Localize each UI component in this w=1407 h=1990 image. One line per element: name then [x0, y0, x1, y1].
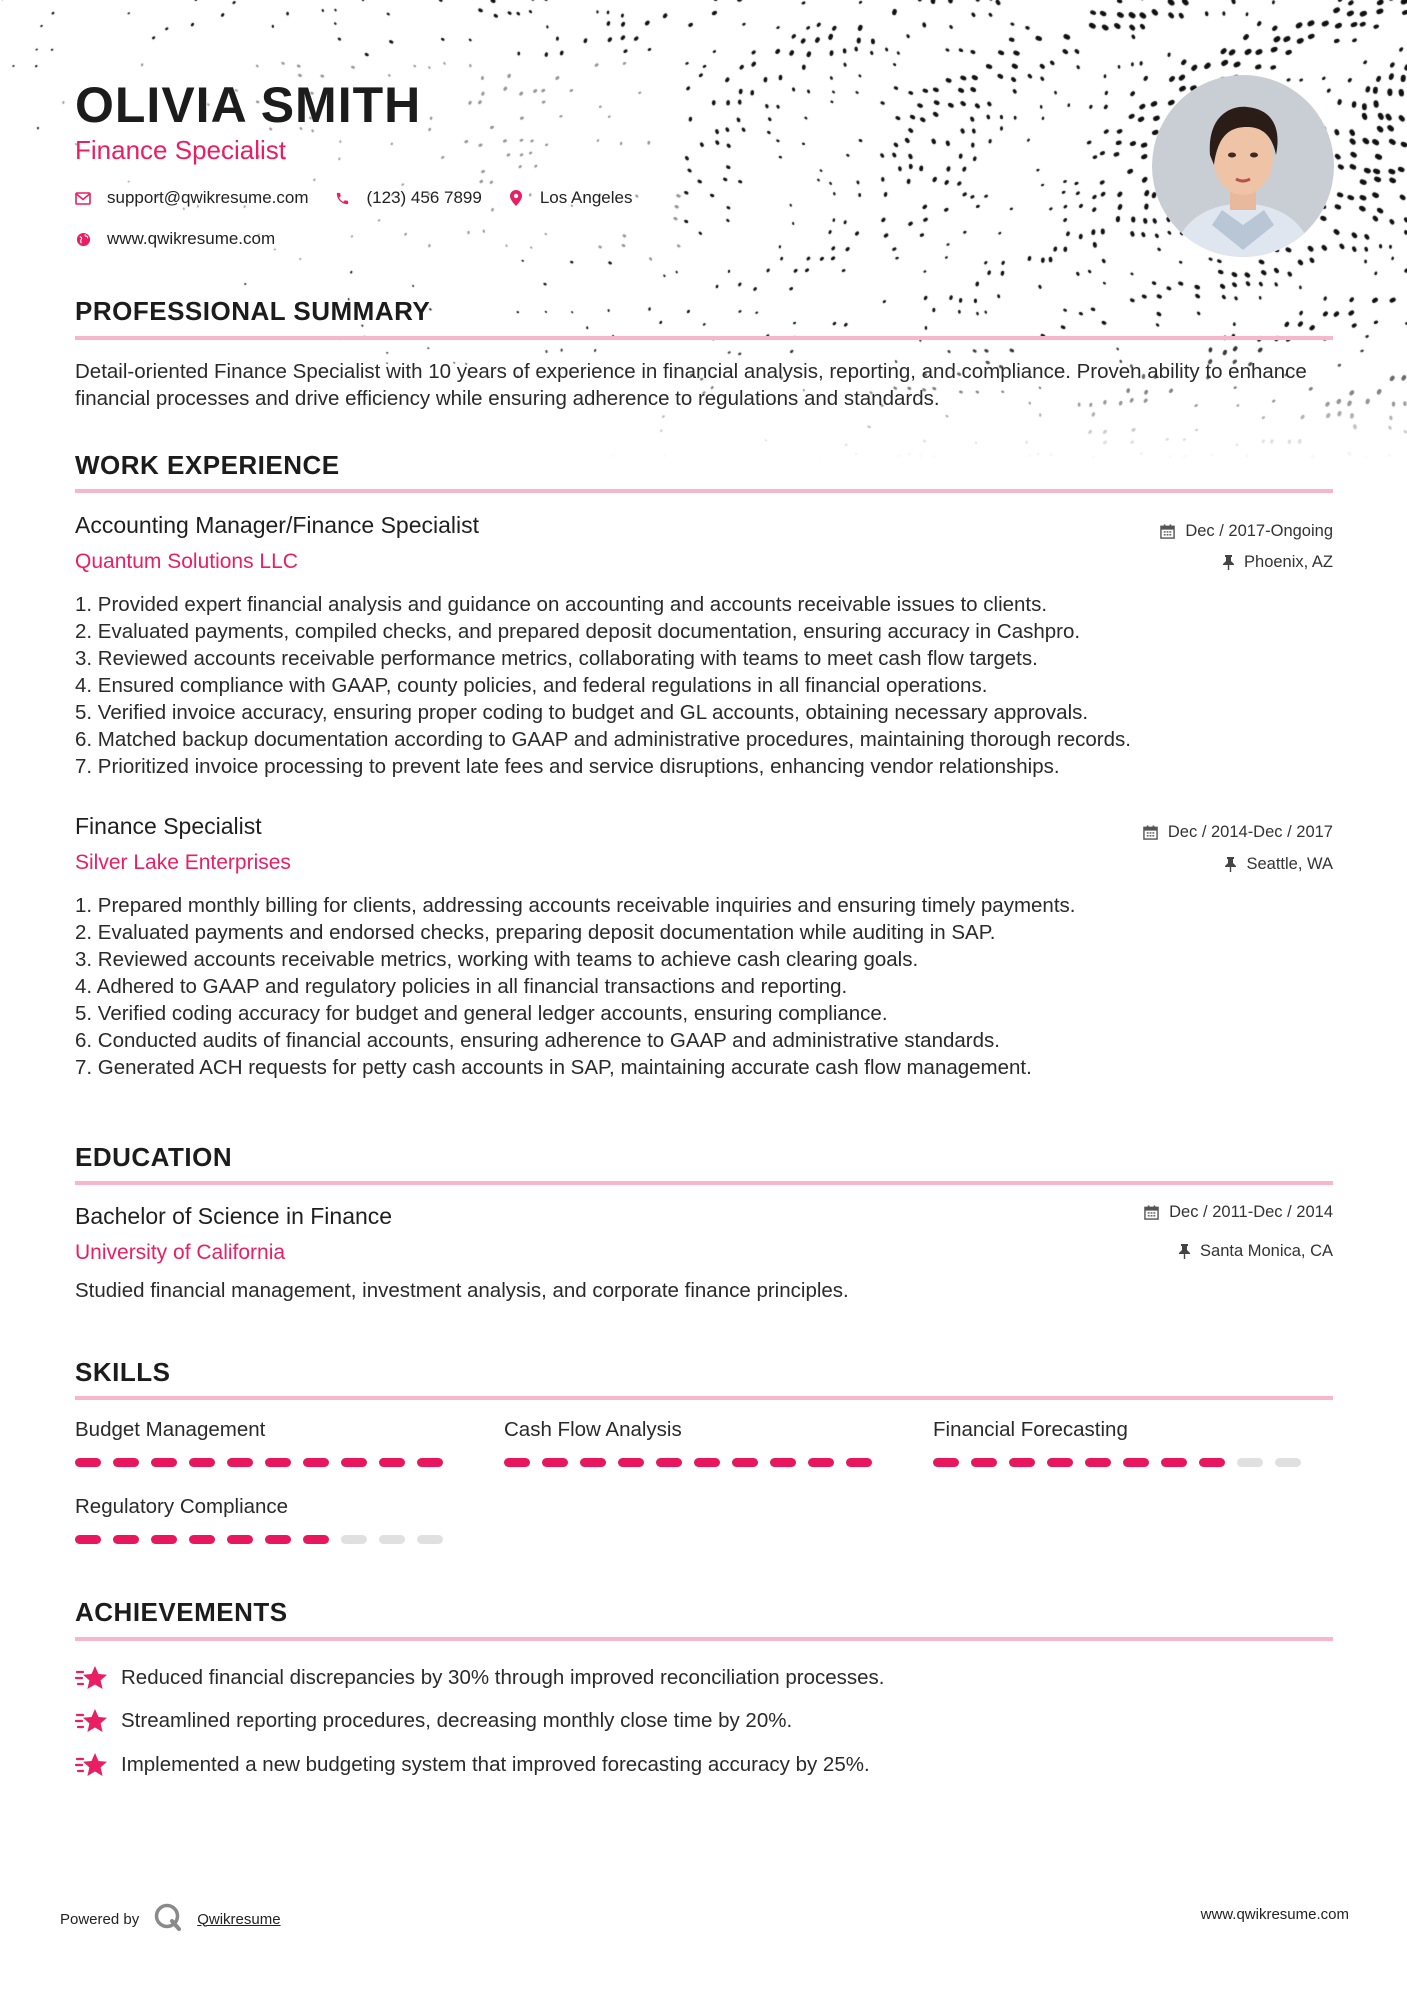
list-item: 5. Verified coding accuracy for budget and general ledger accounts, ensuring compliance.: [75, 1002, 888, 1025]
skills-heading: SKILLS: [75, 1357, 171, 1387]
email-text: support@qwikresume.com: [107, 188, 309, 207]
footer-powered-by: [60, 1902, 281, 1936]
pushpin-icon: [1225, 857, 1236, 872]
phone-icon: [335, 190, 351, 206]
list-item: 4. Adhered to GAAP and regulatory policies in all financial transactions and reporting.: [75, 975, 848, 998]
skill-dash-filled: [303, 1535, 329, 1544]
achievement-text: Implemented a new budgeting system that improved forecasting accuracy by 25%.: [121, 1753, 870, 1776]
education-location-text: Santa Monica, CA: [1200, 1242, 1333, 1260]
skill-dash-filled: [618, 1458, 644, 1467]
skill-label: Regulatory Compliance: [75, 1495, 289, 1518]
experience-divider: [75, 489, 1333, 493]
website-row: [75, 229, 301, 249]
job-1-title: Accounting Manager/Finance Specialist: [75, 512, 480, 538]
qwikresume-link[interactable]: Qwikresume: [197, 1910, 281, 1928]
list-item: 3. Reviewed accounts receivable performance metrics, collaborating with teams to meet cash flow targets.: [75, 647, 1038, 670]
skill-dash-filled: [933, 1458, 959, 1467]
summary-heading: PROFESSIONAL SUMMARY: [75, 296, 431, 326]
skill-dash-filled: [303, 1458, 329, 1467]
contact-location: [508, 188, 633, 208]
achievements-heading: ACHIEVEMENTS: [75, 1597, 288, 1627]
skills-divider: [75, 1396, 1333, 1400]
achievement-item: [75, 1664, 884, 1692]
skill-level-bar: [504, 1458, 884, 1467]
skill-level-bar: [75, 1458, 455, 1467]
job-2-company: Silver Lake Enterprises: [75, 851, 291, 874]
skill-dash-filled: [542, 1458, 568, 1467]
skill-dash-filled: [732, 1458, 758, 1467]
job-2-dates-text: Dec / 2014-Dec / 2017: [1167, 823, 1333, 841]
candidate-name: OLIVIA SMITH: [75, 77, 422, 133]
skill-dash-filled: [1123, 1458, 1149, 1467]
skill-budget-management: [75, 1418, 455, 1467]
achievements-divider: [75, 1637, 1333, 1641]
achievement-item: [75, 1751, 870, 1779]
list-item: 6. Conducted audits of financial accounts, ensuring adherence to GAAP and administrative standards.: [75, 1029, 1000, 1052]
job-1-company: Quantum Solutions LLC: [75, 550, 298, 573]
skill-label: Budget Management: [75, 1418, 266, 1441]
skill-dash-filled: [808, 1458, 834, 1467]
skill-dash-filled: [75, 1535, 101, 1544]
skill-dash-empty: [417, 1535, 443, 1544]
skill-dash-filled: [113, 1458, 139, 1467]
job-2-title: Finance Specialist: [75, 813, 262, 839]
skill-dash-empty: [379, 1535, 405, 1544]
education-dates: [1144, 1203, 1333, 1222]
map-pin-icon: [508, 190, 524, 206]
skill-dash-filled: [189, 1458, 215, 1467]
education-description: Studied financial management, investment analysis, and corporate finance principles.: [75, 1279, 849, 1302]
summary-divider: [75, 336, 1333, 340]
skill-dash-filled: [417, 1458, 443, 1467]
skill-cash-flow-analysis: [504, 1418, 884, 1467]
job-1-dates: [1160, 522, 1333, 541]
skill-dash-filled: [1009, 1458, 1035, 1467]
skill-regulatory-compliance: [75, 1495, 455, 1544]
skill-dash-filled: [341, 1458, 367, 1467]
skill-dash-filled: [1047, 1458, 1073, 1467]
profile-photo: [1152, 75, 1334, 257]
contact-email[interactable]: [75, 188, 309, 208]
skill-dash-filled: [151, 1458, 177, 1467]
website-text: www.qwikresume.com: [107, 229, 276, 248]
skill-dash-filled: [694, 1458, 720, 1467]
list-item: 3. Reviewed accounts receivable metrics, working with teams to achieve cash clearing goals.: [75, 948, 919, 971]
skill-dash-filled: [846, 1458, 872, 1467]
phone-text: (123) 456 7899: [366, 188, 482, 207]
location-text: Los Angeles: [539, 188, 633, 207]
list-item: 7. Generated ACH requests for petty cash accounts in SAP, maintaining accurate cash flow management.: [75, 1056, 1032, 1079]
list-item: 7. Prioritized invoice processing to prevent late fees and service disruptions, enhancing vendor relationships.: [75, 755, 1060, 778]
achievement-item: [75, 1707, 792, 1735]
star-icon: [75, 1664, 109, 1692]
list-item: 2. Evaluated payments and endorsed checks, preparing deposit documentation while auditing in SAP.: [75, 921, 996, 944]
footer-website[interactable]: www.qwikresume.com: [1200, 1906, 1349, 1923]
skill-dash-empty: [1237, 1458, 1263, 1467]
skill-dash-filled: [971, 1458, 997, 1467]
skill-dash-filled: [504, 1458, 530, 1467]
star-icon: [75, 1707, 109, 1735]
list-item: 5. Verified invoice accuracy, ensuring proper coding to budget and GL accounts, obtaining necessary approvals.: [75, 701, 1089, 724]
skill-dash-filled: [265, 1535, 291, 1544]
star-icon: [75, 1751, 109, 1779]
skill-dash-filled: [770, 1458, 796, 1467]
contact-phone[interactable]: [335, 188, 482, 208]
calendar-icon: [1160, 524, 1175, 539]
list-item: 1. Prepared monthly billing for clients, addressing accounts receivable inquiries and ensuring timely payments.: [75, 894, 1076, 917]
pushpin-icon: [1223, 555, 1234, 570]
job-2-dates: [1143, 823, 1333, 842]
skill-dash-filled: [656, 1458, 682, 1467]
education-location: [1179, 1242, 1333, 1261]
skill-dash-filled: [75, 1458, 101, 1467]
job-2-bullets: [75, 892, 1345, 1081]
list-item: 1. Provided expert financial analysis and guidance on accounting and accounts receivable issues to clients.: [75, 593, 1048, 616]
skill-dash-empty: [341, 1535, 367, 1544]
skill-dash-filled: [1161, 1458, 1187, 1467]
skill-dash-empty: [1275, 1458, 1301, 1467]
skill-dash-filled: [1085, 1458, 1111, 1467]
skill-label: Cash Flow Analysis: [504, 1418, 682, 1441]
skill-label: Financial Forecasting: [933, 1418, 1128, 1441]
contact-website[interactable]: [75, 229, 275, 249]
skill-financial-forecasting: [933, 1418, 1313, 1467]
skill-level-bar: [75, 1535, 455, 1544]
calendar-icon: [1144, 1205, 1159, 1220]
contact-row: [75, 188, 658, 208]
skill-dash-filled: [265, 1458, 291, 1467]
education-dates-text: Dec / 2011-Dec / 2014: [1169, 1203, 1333, 1221]
education-divider: [75, 1181, 1333, 1185]
experience-heading: WORK EXPERIENCE: [75, 450, 340, 480]
skill-dash-filled: [189, 1535, 215, 1544]
school-name: University of California: [75, 1241, 286, 1264]
job-1-bullets: [75, 591, 1345, 780]
skill-dash-filled: [580, 1458, 606, 1467]
skill-dash-filled: [227, 1458, 253, 1467]
powered-by-label: Powered by: [60, 1910, 140, 1928]
degree-title: Bachelor of Science in Finance: [75, 1203, 393, 1229]
qwikresume-logo-icon: [153, 1902, 183, 1936]
list-item: 4. Ensured compliance with GAAP, county policies, and federal regulations in all financial operations.: [75, 674, 988, 697]
list-item: 2. Evaluated payments, compiled checks, and prepared deposit documentation, ensuring accuracy in Cashpro.: [75, 620, 1081, 643]
skill-dash-filled: [113, 1535, 139, 1544]
skill-dash-filled: [227, 1535, 253, 1544]
job-1-dates-text: Dec / 2017-Ongoing: [1185, 522, 1333, 540]
job-1-location: [1223, 553, 1333, 572]
job-1-location-text: Phoenix, AZ: [1244, 553, 1333, 571]
achievement-text: Streamlined reporting procedures, decreasing monthly close time by 20%.: [121, 1709, 793, 1732]
globe-icon: [75, 231, 91, 247]
education-heading: EDUCATION: [75, 1142, 233, 1172]
job-2-location: [1225, 855, 1333, 874]
skill-dash-filled: [151, 1535, 177, 1544]
pushpin-icon: [1179, 1244, 1190, 1259]
skill-dash-filled: [379, 1458, 405, 1467]
mail-icon: [75, 190, 91, 206]
summary-text: Detail-oriented Finance Specialist with 10 years of experience in financial analysis, reporting, and compliance. Proven ability to enhance financial processes and drive efficiency while ensuring adherence to regulations and standards.: [75, 360, 1307, 410]
job-2-location-text: Seattle, WA: [1246, 855, 1333, 873]
skill-level-bar: [933, 1458, 1313, 1467]
achievement-text: Reduced financial discrepancies by 30% through improved reconciliation processes.: [121, 1666, 885, 1689]
skill-dash-filled: [1199, 1458, 1225, 1467]
candidate-title: Finance Specialist: [75, 135, 286, 165]
calendar-icon: [1143, 825, 1158, 840]
list-item: 6. Matched backup documentation according to GAAP and administrative procedures, maintaining thorough records.: [75, 728, 1131, 751]
